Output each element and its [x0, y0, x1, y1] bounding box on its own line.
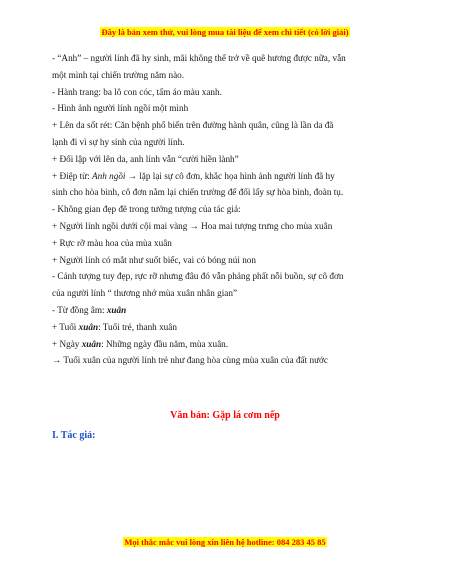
text-segment: + Tuổi — [52, 321, 79, 332]
text-line — [52, 336, 408, 353]
text-segment: : Tuổi trẻ, thanh xuân — [98, 321, 177, 332]
text-line: lạnh đi vì sự hy sinh của người lính. — [52, 136, 185, 147]
text-segment: + Điệp từ: — [52, 170, 93, 181]
text-segment: + Ngày — [52, 338, 82, 349]
text-segment: : Những ngày đầu năm, mùa xuân. — [101, 338, 229, 349]
text-line — [52, 302, 408, 319]
hotline-text: Mọi thắc mắc vui lòng xin liên hệ hotline: 084 283 45 85 — [124, 537, 326, 547]
preview-notice-banner — [0, 27, 450, 37]
text-line: + Người lính ngồi dưới cội mai vàng → Hoa mai tượng trưng cho mùa xuân — [52, 220, 333, 231]
section-heading: Văn bản: Gặp lá cơm nếp — [170, 410, 280, 421]
text-line: + Đối lập với lên da, anh lính vẫn “cười hiền lành” — [52, 153, 239, 164]
hotline-banner — [0, 537, 450, 547]
text-line — [52, 168, 408, 185]
section-subheading: I. Tác giả: — [52, 430, 96, 441]
text-line: + Lên da sốt rét: Căn bệnh phổ biến trên đường hành quân, cũng là lần da đã — [52, 120, 334, 131]
text-line: + Rực rỡ màu hoa của mùa xuân — [52, 237, 172, 248]
emphasis-text: xuân — [106, 304, 127, 315]
text-line: - Hình ảnh người lính ngồi một mình — [52, 103, 189, 114]
text-line: → Tuổi xuân của người lính trẻ như đang hòa cùng mùa xuân của đất nước — [52, 355, 328, 366]
text-line: sinh cho hòa bình, cô đơn nằm lại chiến trường để đổi lấy sự hòa bình, đoàn tụ. — [52, 187, 344, 198]
document-body — [52, 50, 408, 369]
text-line: + Người lính có mắt như suốt biếc, vai có bóng núi non — [52, 254, 256, 265]
text-segment: - Từ đồng âm: — [52, 304, 107, 315]
text-line: - Cảnh tượng tuy đẹp, rực rỡ nhưng đâu đó vẫn phảng phất nỗi buồn, sự cô đơn — [52, 271, 344, 282]
text-line — [52, 319, 408, 336]
emphasis-text: Anh ngồi — [92, 170, 126, 181]
text-line: - “Anh” – người lính đã hy sinh, mãi không thể trở về quê hương được nữa, vẫn — [52, 53, 346, 63]
text-line: một mình tại chiến trường năm nào. — [52, 69, 185, 80]
preview-notice-text: Đây là bản xem thử, vui lòng mua tài liệu để xem chi tiết (có lời giải) — [101, 27, 349, 37]
text-line: - Hành trang: ba lô con cóc, tấm áo màu xanh. — [52, 86, 222, 97]
text-segment: → lặp lại sự cô đơn, khắc họa hình ảnh người lính đã hy — [125, 170, 335, 181]
text-line: - Không gian đẹp đẽ trong tưởng tượng của tác giả: — [52, 204, 241, 215]
text-line: của người lính “ thương nhớ mùa xuân nhân gian” — [52, 288, 238, 299]
emphasis-text: xuân — [81, 338, 102, 349]
emphasis-text: xuân — [78, 321, 99, 332]
